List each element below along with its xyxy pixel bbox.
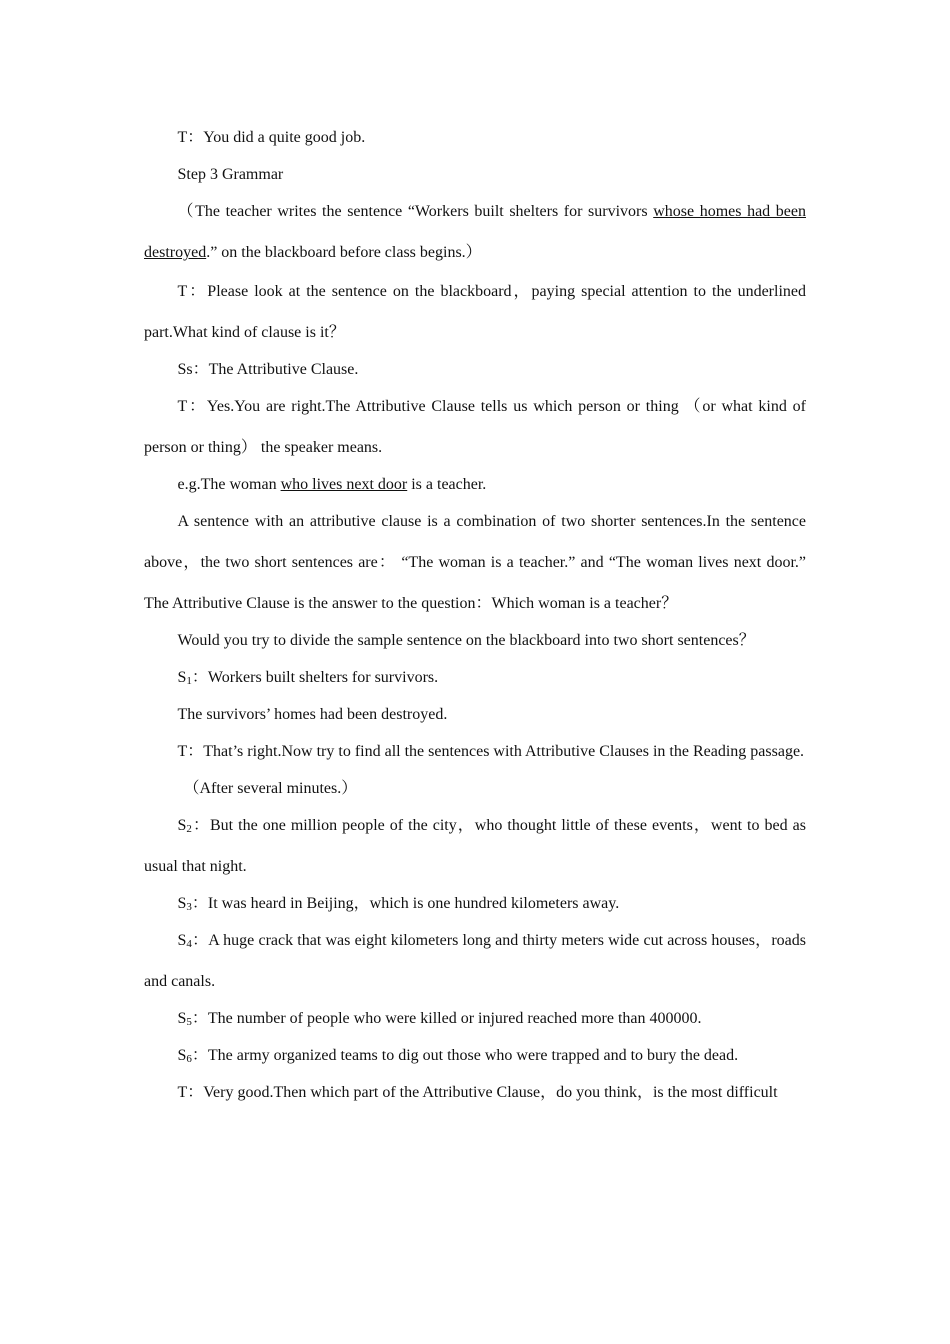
paragraph-combination-explanation: A sentence with an attributive clause is a combination of two shorter sentences.In the sentence above，the two short sentences are： “The woman is a teacher.” and “The woman lives next door.” The Attributive Clause is the answer to the question：Which woman is a teacher？ (144, 513, 806, 612)
underlined-clause: who lives next door (280, 476, 408, 493)
paragraph-students-answer: Ss：The Attributive Clause. (177, 361, 359, 378)
paragraph-student-2: $S_2$：But the one million people of the city，who thought little of these events，went to bed as usual that night. (144, 817, 806, 875)
document-body (144, 119, 806, 1111)
paragraph-student-1: $S_1$：Workers built shelters for survivors. (177, 669, 439, 687)
paragraph-stage-direction: （After several minutes.） (183, 780, 358, 797)
paragraph-student-3: $S_3$：It was heard in Beijing，which is one hundred kilometers away. (177, 895, 620, 913)
underlined-clause: whose homes had been destroyed (144, 203, 806, 261)
paragraph-student-4: $S_4$：A huge crack that was eight kilometers long and thirty meters wide cut across houses，roads and canals. (144, 932, 806, 990)
paragraph-teacher-find: T：That’s right.Now try to find all the sentences with Attributive Clauses in the Reading passage. (177, 743, 805, 760)
paragraph-teacher-question: T：Please look at the sentence on the blackboard，paying special attention to the underlined part.What kind of clause is it？ (144, 283, 806, 341)
paragraph-example: e.g.The woman who lives next door is a teacher. (177, 476, 487, 493)
paragraph-teacher-followup: T：Very good.Then which part of the Attributive Clause，do you think，is the most difficult (177, 1084, 778, 1101)
section-heading-grammar: Step 3 Grammar (177, 166, 284, 183)
paragraph-teacher-praise: T：You did a quite good job. (177, 129, 366, 146)
paragraph-blackboard-sentence: （The teacher writes the sentence “Workers built shelters for survivors whose homes had been destroyed.” on the blackboard before class begins.） (144, 203, 806, 261)
paragraph-divide-question: Would you try to divide the sample sentence on the blackboard into two short sentences？ (177, 632, 755, 649)
paragraph-student-1-continued: The survivors’ homes had been destroyed. (177, 706, 448, 723)
paragraph-teacher-explanation: T：Yes.You are right.The Attributive Clause tells us which person or thing （or what kind of person or thing） the speaker means. (144, 398, 806, 456)
paragraph-student-6: $S_6$：The army organized teams to dig out those who were trapped and to bury the dead. (177, 1047, 739, 1065)
paragraph-student-5: $S_5$：The number of people who were killed or injured reached more than 400000. (177, 1010, 702, 1028)
